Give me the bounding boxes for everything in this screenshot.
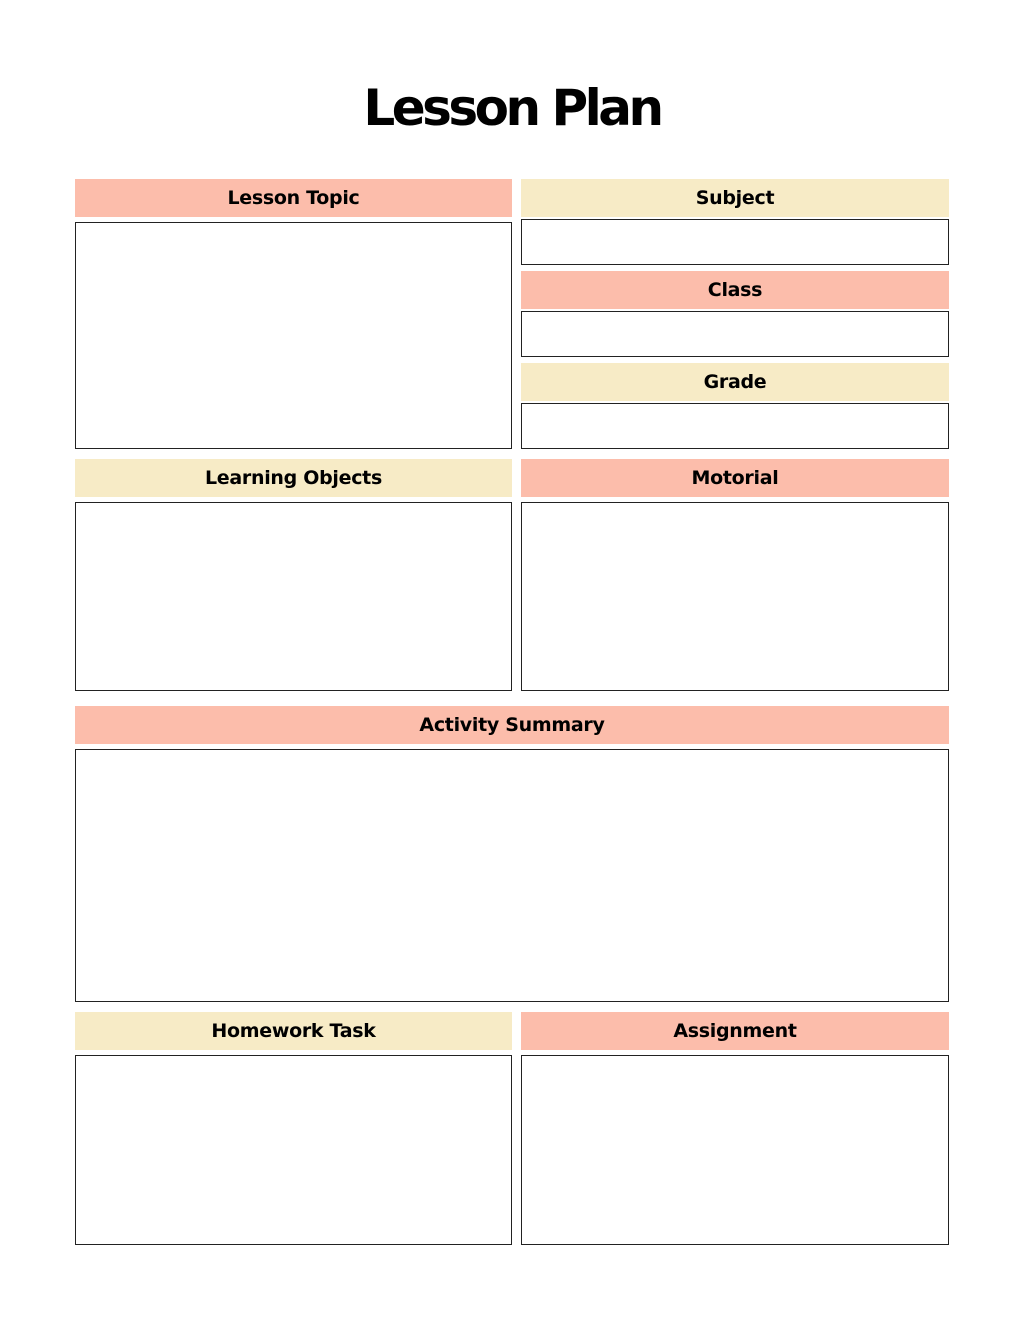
learning-objects-field[interactable] xyxy=(75,502,512,691)
lesson-topic-label: Lesson Topic xyxy=(227,187,360,209)
grade-field[interactable] xyxy=(521,403,949,449)
lesson-topic-header xyxy=(75,179,512,217)
homework-task-field[interactable] xyxy=(75,1055,512,1245)
homework-task-header xyxy=(75,1012,512,1050)
motorial-field[interactable] xyxy=(521,502,949,691)
learning-objects-header xyxy=(75,459,512,497)
page-title: Lesson Plan xyxy=(363,79,661,137)
assignment-field[interactable] xyxy=(521,1055,949,1245)
activity-summary-label: Activity Summary xyxy=(419,714,605,736)
subject-header xyxy=(521,179,949,217)
motorial-label: Motorial xyxy=(691,467,779,489)
motorial-header xyxy=(521,459,949,497)
homework-task-label: Homework Task xyxy=(211,1020,376,1042)
assignment-header xyxy=(521,1012,949,1050)
class-label: Class xyxy=(707,279,763,301)
subject-label: Subject xyxy=(695,187,775,209)
lesson-topic-field[interactable] xyxy=(75,222,512,449)
class-header xyxy=(521,271,949,309)
activity-summary-header xyxy=(75,706,949,744)
class-field[interactable] xyxy=(521,311,949,357)
grade-header xyxy=(521,363,949,401)
subject-field[interactable] xyxy=(521,219,949,265)
grade-label: Grade xyxy=(703,371,767,393)
activity-summary-field[interactable] xyxy=(75,749,949,1002)
assignment-label: Assignment xyxy=(673,1020,797,1042)
learning-objects-label: Learning Objects xyxy=(205,467,382,489)
